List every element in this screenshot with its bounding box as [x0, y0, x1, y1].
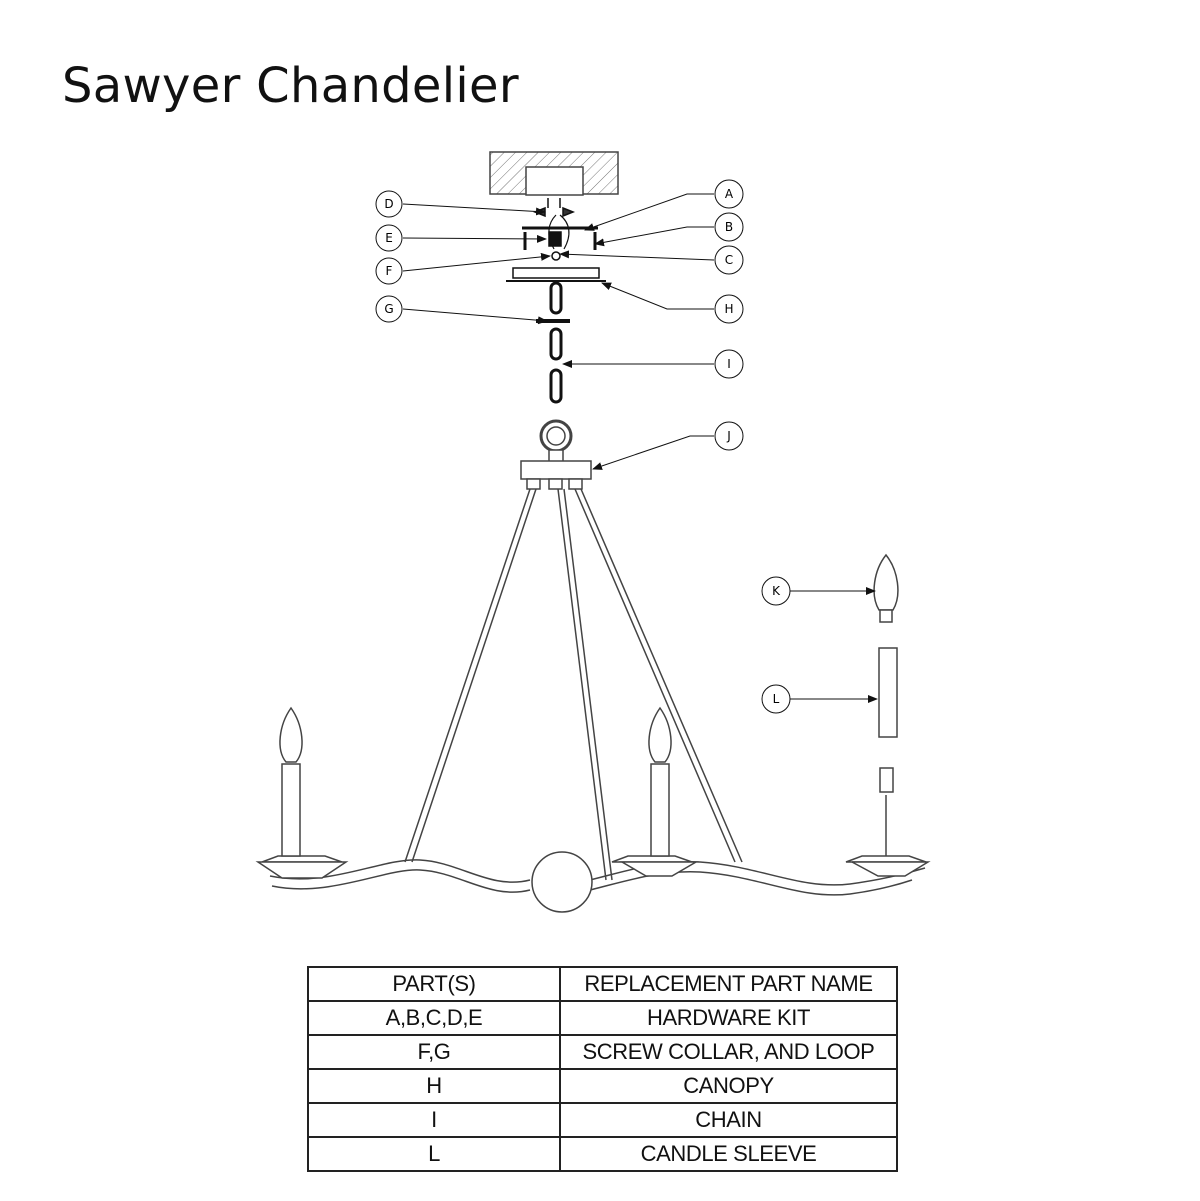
table-row: [308, 1103, 897, 1137]
callout-j: [715, 422, 743, 450]
wavy-arm: [270, 852, 925, 912]
page-title: Sawyer Chandelier: [62, 58, 519, 114]
row-part-name: HARDWARE KIT: [560, 1001, 897, 1035]
table-row: [308, 1035, 897, 1069]
callout-a: [715, 180, 743, 208]
svg-text:B: B: [724, 220, 734, 234]
row-part-name: CANOPY: [560, 1069, 897, 1103]
svg-text:L: L: [772, 692, 780, 706]
loop-and-hub: [521, 421, 591, 489]
table-row: [308, 1137, 897, 1171]
callout-g: [376, 296, 402, 322]
callout-c: [715, 246, 743, 274]
candle-sleeve: [879, 648, 897, 737]
candle-left: [258, 708, 346, 878]
row-parts: F,G: [308, 1035, 560, 1069]
ceiling-junction-box: [490, 152, 618, 195]
canopy: [506, 268, 606, 281]
bulb: [874, 555, 898, 622]
callout-d: [376, 191, 402, 217]
svg-text:J: J: [727, 429, 731, 443]
row-part-name: CHAIN: [560, 1103, 897, 1137]
candle-middle: [612, 708, 696, 876]
callout-h: [715, 295, 743, 323]
svg-text:A: A: [724, 187, 734, 201]
header-part-name: REPLACEMENT PART NAME: [560, 967, 897, 1001]
callout-b: [715, 213, 743, 241]
candle-right: [846, 768, 928, 876]
row-part-name: SCREW COLLAR, AND LOOP: [560, 1035, 897, 1069]
replacement-parts-table: [307, 966, 898, 1172]
svg-text:D: D: [384, 197, 394, 211]
row-parts: A,B,C,D,E: [308, 1001, 560, 1035]
svg-text:E: E: [385, 231, 393, 245]
svg-text:F: F: [385, 264, 393, 278]
row-parts: L: [308, 1137, 560, 1171]
callout-k: [762, 577, 790, 605]
svg-text:C: C: [724, 253, 734, 267]
svg-text:K: K: [772, 584, 780, 598]
row-parts: H: [308, 1069, 560, 1103]
callout-l: [762, 685, 790, 713]
table-header-row: [308, 967, 897, 1001]
support-rods: [405, 489, 742, 880]
table-row: [308, 1001, 897, 1035]
leader-lines: [403, 194, 877, 699]
callout-f: [376, 258, 402, 284]
svg-text:I: I: [727, 357, 731, 371]
table-row: [308, 1069, 897, 1103]
svg-text:H: H: [724, 302, 734, 316]
header-parts: PART(S): [308, 967, 560, 1001]
callout-e: [376, 225, 402, 251]
callout-i: [715, 350, 743, 378]
svg-text:G: G: [384, 302, 394, 316]
row-parts: I: [308, 1103, 560, 1137]
row-part-name: CANDLE SLEEVE: [560, 1137, 897, 1171]
chain: [536, 283, 570, 402]
